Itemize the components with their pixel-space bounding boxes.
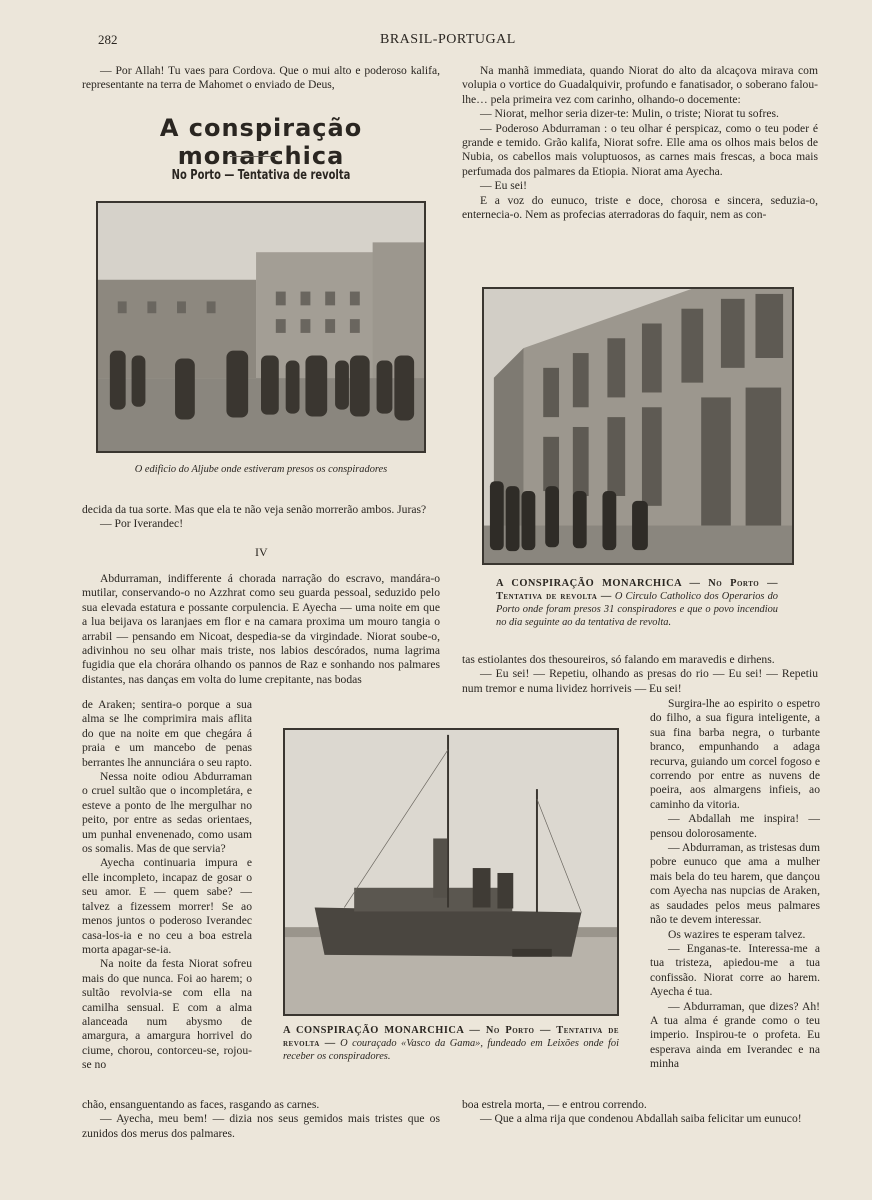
right-narrow-text bbox=[650, 697, 820, 1072]
paragraph: decida da tua sorte. Mas que ela te não veja senão morrerão ambos. Juras? bbox=[82, 503, 427, 516]
photo-aljube-image bbox=[98, 203, 424, 451]
article-subtitle: No Porto — Tentativa de revolta bbox=[171, 168, 351, 183]
paragraph: — Abdallah me inspira! — pensou dolorosamente. bbox=[650, 812, 820, 840]
paragraph: — Abdurraman, que dizes? Ah! A tua alma é grande como o teu imperio. Inspirou-te o profeta. Eu esperava ainda em Iverandec e na minha bbox=[650, 999, 820, 1071]
journal-title: BRASIL-PORTUGAL bbox=[380, 32, 516, 47]
caption-heading: A CONSPIRAÇÃO MONARCHICA — No Porto — Tentativa de revolta — bbox=[283, 1025, 619, 1049]
paragraph: — Por Iverandec! bbox=[100, 517, 184, 531]
photo-aljube-caption: O edificio do Aljube onde estiveram presos os conspiradores bbox=[134, 464, 388, 475]
paragraph: Na noite da festa Niorat sofreu mais do que nunca. Foi ao harem; o sultão revolvia-se com ella na camilha sensual. E com a alma alanceada num abysmo de amargura, a amargura horrivel do ciume, chorou, contorceu-se, rojou-se no bbox=[82, 957, 252, 1072]
caption-text: O Circulo Catholico dos Operarios do Porto onde foram presos 31 conspiradores e que o povo incendiou no dia seguinte ao da tentativa de revolta. bbox=[496, 591, 778, 628]
paragraph: E a voz do eunuco, triste e doce, chorosa e sincera, seduzia-o, enternecia-o. Nem as profecias aterradoras do faquir, nem as con- bbox=[462, 193, 818, 222]
title-divider bbox=[230, 156, 278, 157]
left-top-text bbox=[82, 64, 440, 93]
paragraph: de Araken; sentira-o porque a sua alma se lhe comprimira mais aflita do que na noite em que chegára á praia e um mancebo de penas berrantes lhe annunciára o seu rapto. bbox=[82, 698, 252, 769]
paragraph: — Ayecha, meu bem! — dizia nos seus gemidos mais tristes que os zunidos dos merus dos palmares. bbox=[82, 1112, 440, 1140]
photo-ship-image bbox=[285, 730, 617, 1014]
caption-text: O couraçado «Vasco da Gama», fundeado em Leixões onde foi receber os conspiradores. bbox=[283, 1038, 619, 1062]
article-title: A conspiração monarchica bbox=[159, 114, 363, 170]
paragraph: — Poderoso Abdurraman : o teu olhar é perspicaz, como o teu poder é grande e temido. Grão kalifa, Niorat sofre. Elle ama os olhos mais belos de Nubia, os cabellos mais voluptuosos, as carnes mais frescas, a boca mais perfumada dos palmares da Etiopia. Niorat ama Ayecha. bbox=[462, 121, 818, 178]
left-bottom-text bbox=[82, 1098, 440, 1141]
left-narrow-text bbox=[82, 698, 252, 1073]
paragraph: boa estrela morta, — e entrou correndo. bbox=[462, 1098, 647, 1111]
paragraph: — Niorat, melhor seria dizer-te: Mulin, o triste; Niorat tu sofres. bbox=[480, 107, 779, 121]
paragraph: — Por Allah! Tu vaes para Cordova. Que o mui alto e poderoso kalifa, representante na terra de Mahomet o enviado de Deus, bbox=[82, 64, 440, 92]
page-number: 282 bbox=[98, 32, 118, 47]
paragraph: chão, ensanguentando as faces, rasgando as carnes. bbox=[82, 1098, 320, 1111]
paragraph: Abdurraman, indifferente á chorada narração do escravo, mandára-o mutilar, conservando-o no Azzhrat como seu guarda pessoal, seduzido pelo sua elevada estatura e possante corpulencia. E Ayecha — uma noite em que a lua beijava os laranjaes em flor e na camara proxima um mouro tangia o arrabil — pensando em Nicoat, despedia-se da virgindade. Niorat soube-o, adivinhou no seu olhar mais triste, nos labios descórados, numa lagrima fugidia que ela chorára olhando os pannos de Raz e sonhando nos palmares distantes, nas danças em volta do lume crepitante, nas bodas bbox=[82, 572, 440, 686]
paragraph: — Enganas-te. Interessa-me a tua tristeza, apiedou-me a tua confissão. Niorat corre ao harem. Ayecha é tua. bbox=[650, 941, 820, 999]
paragraph: Na manhã immediata, quando Niorat do alto da alcaçova mirava com volupia o vortice do Guadalquivir, profundo e fanatisador, o soberano falou-lhe… pela primeira vez com carinho, olhando-o docemente: bbox=[462, 64, 818, 106]
paragraph: Nessa noite odiou Abdurraman o cruel sultão que o incompletára, e esteve a ponto de lhe mergulhar no peito, por entre as sedas orientaes, um punhal envenenado, como usam os somalis. Mas de que servia? bbox=[82, 770, 252, 856]
right-top-text bbox=[462, 64, 818, 222]
paragraph: — Que a alma rija que condenou Abdallah saiba felicitar um eunuco! bbox=[480, 1112, 802, 1126]
photo-circulo-image bbox=[484, 289, 792, 563]
paragraph: tas estiolantes dos thesoureiros, só falando em maravedis e dirhens. bbox=[462, 653, 775, 666]
caption-heading: A CONSPIRAÇÃO MONARCHICA — No Porto — Tentativa de revolta — bbox=[496, 578, 778, 602]
photo-circulo-catholico bbox=[482, 287, 794, 565]
photo-aljube bbox=[96, 201, 426, 453]
right-bottom-text bbox=[462, 1098, 818, 1127]
left-mid-text bbox=[82, 503, 440, 532]
photo-vasco-da-gama bbox=[283, 728, 619, 1016]
right-mid-text bbox=[462, 653, 818, 696]
photo-ship-caption bbox=[283, 1024, 619, 1063]
paragraph: Surgira-lhe ao espirito o espetro do filho, a sua figura inteligente, a sua fina barba negra, o turbante branco, empunhando a adaga recurva, guiando um corcel fogoso e correndo por entre as nuvens de poeira, aos almargens infieis, ao caminho da vitoria. bbox=[650, 697, 820, 811]
paragraph: Ayecha continuaria impura e elle incompleto, incapaz de gosar o seu amor. E — quem sabe? — talvez a fizessem morrer! Se ao menos juntos o poderoso Iverandec casa-los-ia e no ceu a boa estrela morta apagar-se-ia. bbox=[82, 856, 252, 956]
paragraph: — Eu sei! — Repetiu, olhando as presas do rio — Eu sei! — Repetiu num tremor e numa lividez horriveis — Eu sei! bbox=[462, 667, 818, 695]
section-numeral: IV bbox=[255, 545, 268, 559]
left-full-text bbox=[82, 572, 440, 687]
paragraph: — Abdurraman, as tristesas dum pobre eunuco que ama a mulher mais bela do teu harem, que dançou com Ayecha nas nupcias de Araken, as saudades pelos meus palmares não te devem interessar. bbox=[650, 841, 820, 927]
photo-circulo-caption bbox=[496, 577, 778, 629]
paragraph: Os wazires te esperam talvez. bbox=[668, 927, 806, 941]
paragraph: — Eu sei! bbox=[480, 179, 528, 193]
